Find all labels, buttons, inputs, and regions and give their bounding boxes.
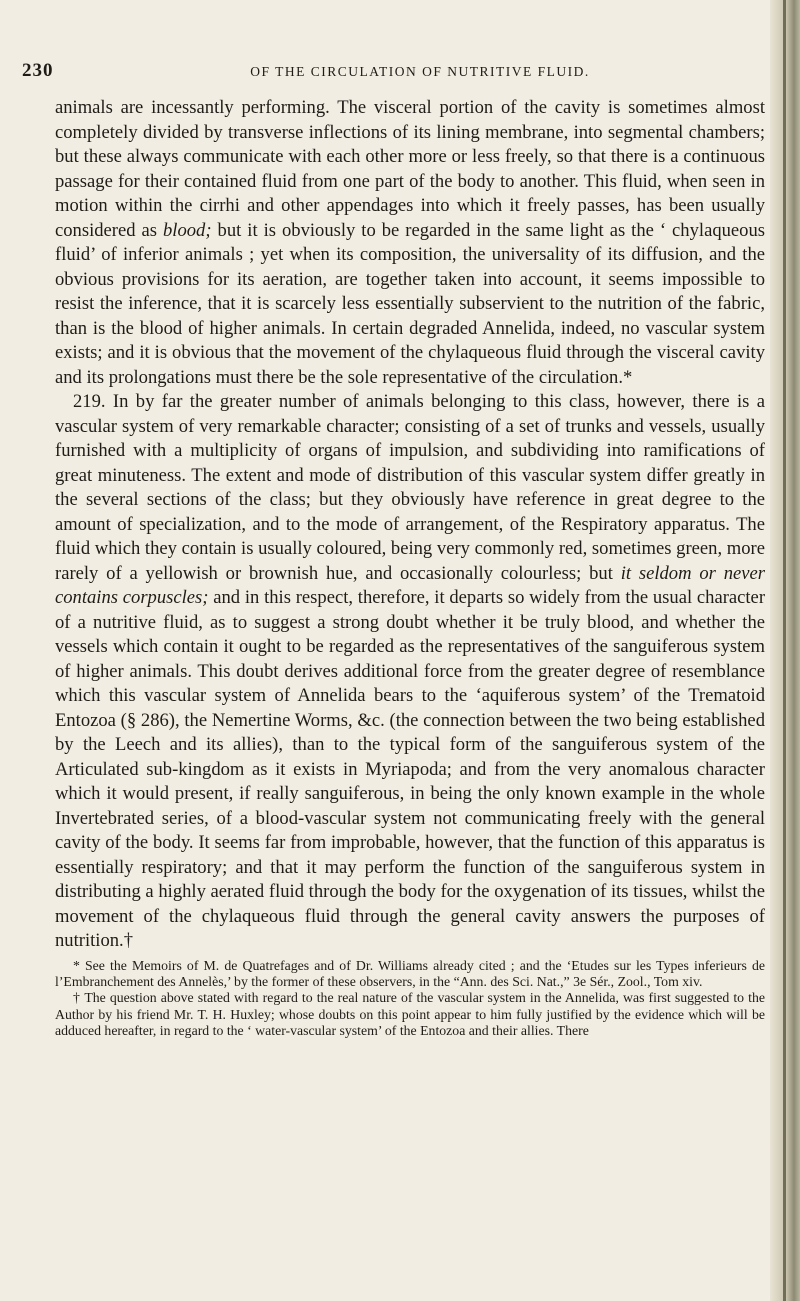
paragraph-text: and in this respect, therefore, it departs so widely from the usual character of a nutritive fluid, as to suggest a strong doubt whether it be truly blood, and whether the vessels which contain it ought to be regarded as the representatives of the sanguiferous system of higher animals. This doubt derives additional force from the greater degree of resemblance which this vascular system of Annelida bears to the ‘aquiferous system’ of the Trematoid Entozoa (§ 286), the Nemertine Worms, &c. (the connection between the two being established by the Leech and its allies), than to the typical form of the sanguiferous system of the Articulated sub-kingdom as it exists in Myriapoda; and from the very anomalous character which it would present, if really sanguiferous, in being the only known example in the whole Invertebrated series, of a blood-vascular system not communicating freely with the general cavity of the body. It seems far from improbable, however, that the function of this apparatus is essentially respiratory; and that it may perform the function of the sanguiferous system in distributing a highly aerated fluid through the body for the oxygenation of its tissues, whilst the movement of the chylaqueous fluid through the general cavity answers the purposes of nutrition.† bbox=[55, 587, 766, 951]
page-body bbox=[55, 96, 765, 1040]
paragraph-text: but it is obviously to be regarded in the same light as the ‘ chylaqueous fluid’ of inferior animals ; yet when its composition, the universality of its diffusion, and the obvious provisions for its aeration, are together taken into account, it seems impossible to resist the inference, that it is scarcely less essentially subservient to the nutrition of the fabric, than is the blood of higher animals. In certain degraded Annelida, indeed, no vascular system exists; and it is obvious that the movement of the chylaqueous fluid through the visceral cavity and its prolongations must there be the sole representative of the circulation.* bbox=[55, 219, 765, 388]
italic-text: blood; bbox=[163, 219, 212, 241]
footnote-star: * See the Memoirs of M. de Quatrefages and of Dr. Williams already cited ; and the ‘Etudes sur les Types inferieurs de l’Embranchement des Annelès,’ by the former of these observers, in the “Ann. des Sci. Nat.,” 3e Sér., Zool., Tom xiv. bbox=[55, 957, 765, 989]
paragraph-text: animals are incessantly performing. The visceral portion of the cavity is sometimes almost completely divided by transverse inflections of its lining membrane, into segmental chambers; but these always communicate with each other more or less freely, so that there is a continuous passage for their contained fluid from one part of the body to another. This fluid, when seen in motion within the cirrhi and other appendages into which it freely passes, has been usually considered as bbox=[55, 97, 765, 241]
paragraph-text: In by far the greater number of animals belonging to this class, however, there is a vascular system of very remarkable character; consisting of a set of trunks and vessels, usually furnished with a multiplicity of organs of impulsion, and subdividing into ramifications of great minuteness. The extent and mode of distribution of this vascular system differ greatly in the several sections of the class; but they obviously have reference in great degree to the amount of specialization, and to the mode of arrangement, of the Respiratory apparatus. The fluid which they contain is usually coloured, being very commonly red, sometimes green, more rarely of a yellowish or brownish hue, and occasionally colourless; but bbox=[55, 391, 765, 584]
paragraph-continued bbox=[55, 96, 765, 390]
paragraph-219 bbox=[55, 390, 765, 954]
footnote-dagger: † The question above stated with regard to the real nature of the vascular system in the Annelida, was first suggested to the Author by his friend Mr. T. H. Huxley; whose doubts on this point appear to him fully justified by the evidence which will be adduced hereafter, in regard to the ‘ water-vascular system’ of the Entozoa and their allies. There bbox=[55, 990, 765, 1039]
section-number: 219. bbox=[73, 391, 106, 412]
page-edge-line bbox=[783, 0, 786, 1301]
page-number: 230 bbox=[22, 60, 54, 81]
italic-text: it seldom or never contains corpuscles; bbox=[55, 562, 765, 608]
running-head: OF THE CIRCULATION OF NUTRITIVE FLUID. bbox=[250, 64, 590, 79]
